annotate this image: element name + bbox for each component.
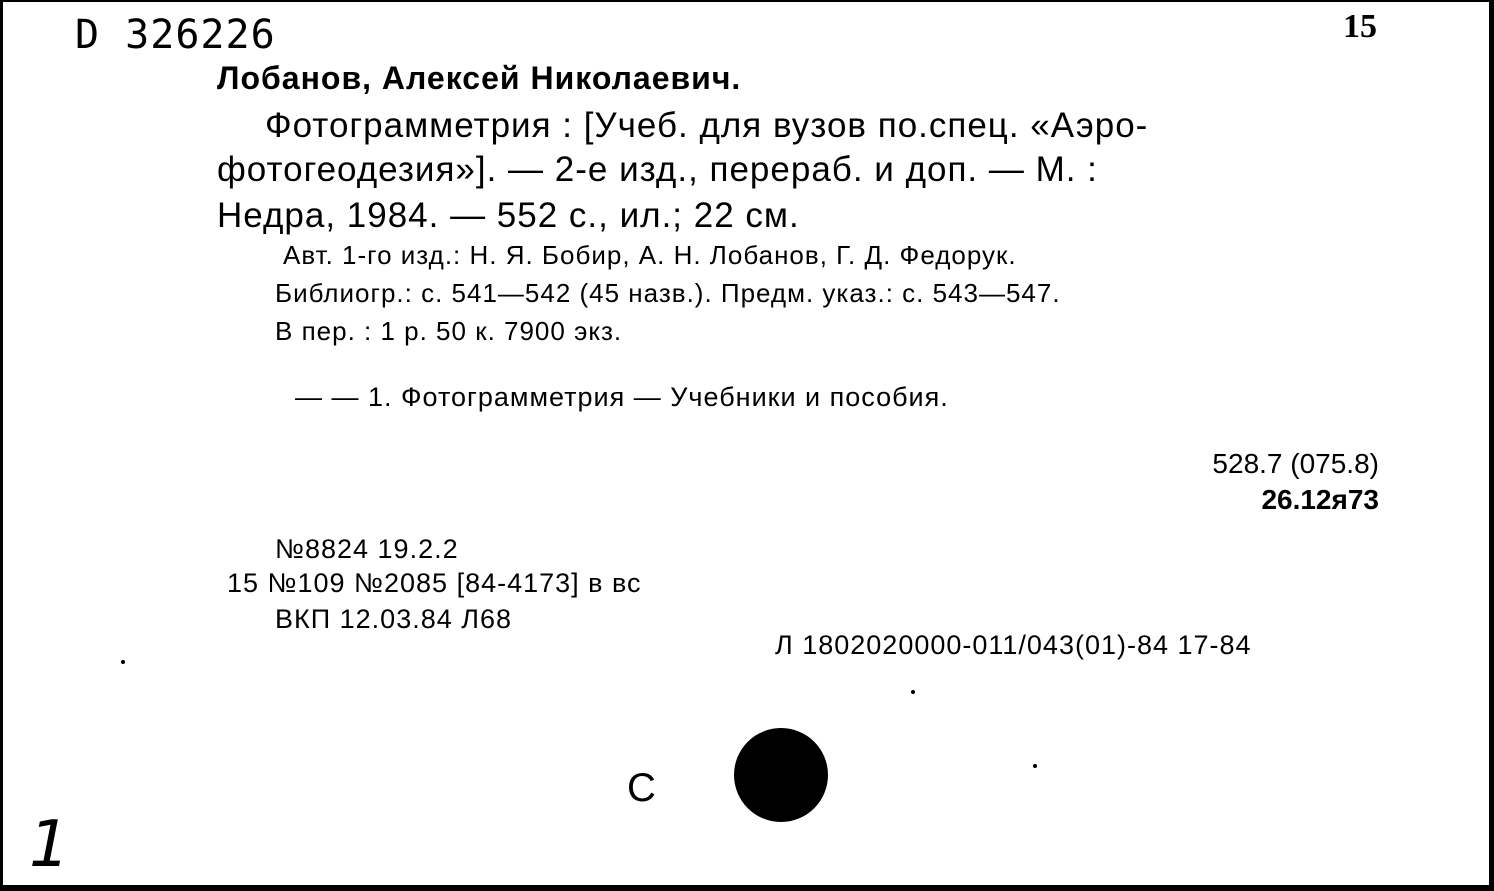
title-line: фотогеодезия»]. — 2-е изд., перераб. и доп. — М. : [217,150,1098,189]
card-number: 15 [1343,8,1377,45]
note-line: Авт. 1-го изд.: Н. Я. Бобир, А. Н. Лобанов, Г. Д. Федорук. [283,240,1017,270]
punch-hole [734,728,828,822]
technical-line: 15 №109 №2085 [84-4173] в вс [227,568,642,598]
title-line: Фотограмметрия : [Учеб. для вузов по.спец. «Аэро- [265,106,1149,145]
bbk-index: 26.12я73 [1261,484,1379,515]
ink-speck [121,660,125,664]
author-heading: Лобанов, Алексей Николаевич. [217,60,742,96]
ink-speck [911,690,915,694]
note-line: В пер. : 1 р. 50 к. 7900 экз. [275,316,623,346]
note-line: Библиогр.: с. 541—542 (45 назв.). Предм. указ.: с. 543—547. [275,278,1061,308]
technical-line: ВКП 12.03.84 Л68 [275,604,512,634]
subject-heading: — — 1. Фотограмметрия — Учебники и пособия. [295,382,949,412]
title-line: Недра, 1984. — 552 с., ил.; 22 см. [217,196,800,235]
isbn-line: Л 1802020000-011/043(01)-84 17-84 [775,630,1252,660]
call-number: D 326226 [75,12,276,58]
technical-line: №8824 19.2.2 [275,534,459,564]
letter-mark: C [627,766,656,810]
handwritten-mark: 1 [29,808,70,882]
ink-speck [1033,764,1037,768]
udc-index: 528.7 (075.8) [1212,448,1379,479]
